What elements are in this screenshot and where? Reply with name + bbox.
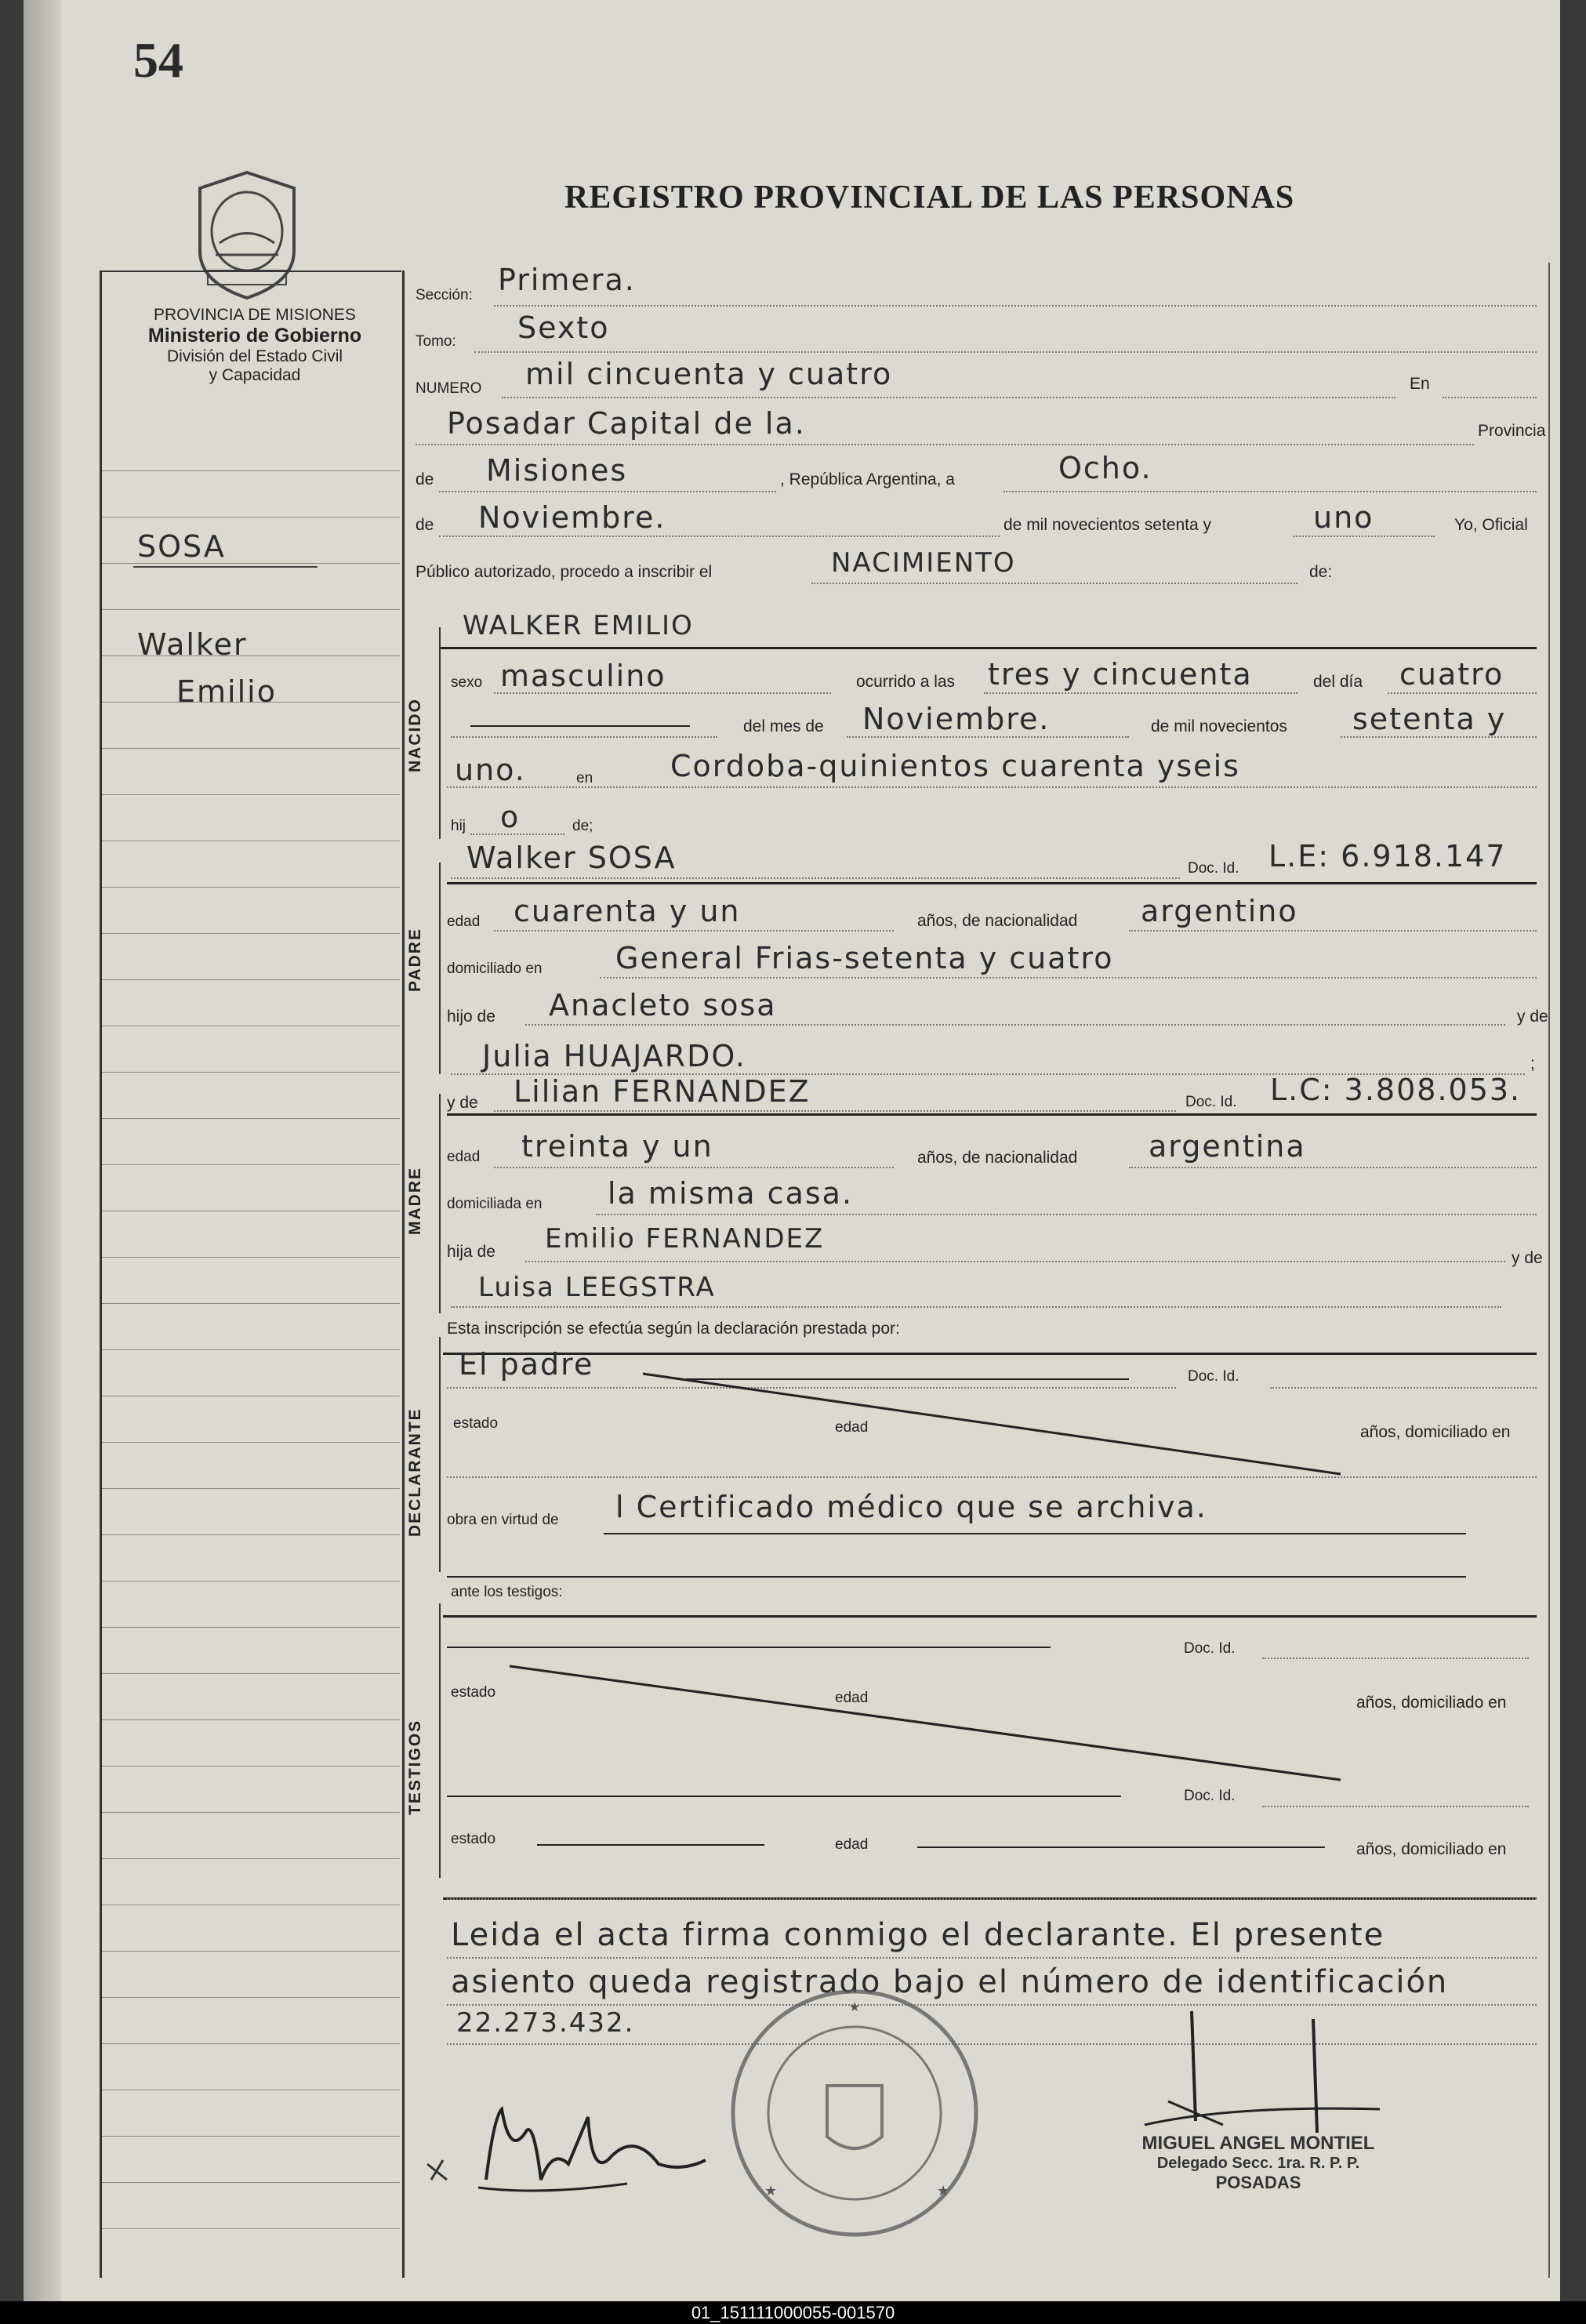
madre-edad-value: treinta y un <box>521 1129 713 1164</box>
madre-edad-label: edad <box>447 1149 481 1165</box>
declarante-section-label: DECLARANTE <box>406 1407 424 1537</box>
official-seal-stamp <box>721 1984 988 2242</box>
svg-text:★: ★ <box>848 2001 861 2014</box>
closing-line1: Leida el acta firma conmigo el declarante. El presente <box>451 1917 1385 1953</box>
signatory-role: Delegado Secc. 1ra. R. P. P. <box>1156 2155 1360 2172</box>
padre-doc-value: L.E: 6.918.147 <box>1268 839 1507 873</box>
padre-dom-label: domiciliado en <box>447 960 543 977</box>
seccion-value: Primera. <box>498 263 636 297</box>
inscripcion-label: Esta inscripción se efectúa según la declaración prestada por: <box>447 1320 900 1338</box>
padre-semicolon: ; <box>1530 1055 1535 1073</box>
publico-label: Público autorizado, procedo a inscribir el <box>416 563 713 581</box>
padre-nac-label: años, de nacionalidad <box>917 912 1078 930</box>
padre-section-label: PADRE <box>406 928 424 992</box>
testigo1-edad-label: edad <box>835 1690 869 1706</box>
nacido-section-label: NACIDO <box>406 698 424 772</box>
padre-dom-value: General Frias-setenta y cuatro <box>615 941 1114 975</box>
madre-yde2-label: y de <box>1512 1249 1543 1267</box>
declarante-estado-label: estado <box>453 1415 499 1432</box>
republica-label: , República Argentina, a <box>780 470 955 488</box>
hij-de-label: de; <box>572 818 593 834</box>
de2-label: de <box>416 516 434 534</box>
obra-value: l Certificado médico que se archiva. <box>615 1490 1207 1524</box>
hij-value: o <box>500 800 521 834</box>
testigo2-estado-label: estado <box>451 1831 496 1847</box>
svg-text:★: ★ <box>764 2183 778 2199</box>
page-number: 54 <box>133 32 183 88</box>
testigos-section-label: TESTIGOS <box>406 1719 424 1815</box>
testigo1-estado-label: estado <box>451 1684 496 1701</box>
padre-hijo-value: Anacleto sosa <box>549 988 777 1022</box>
signatory-name: MIGUEL ANGEL MONTIEL <box>1141 2133 1375 2154</box>
margin-name2: Emilio <box>176 674 277 709</box>
testigos-intro-label: ante los testigos: <box>451 1584 563 1600</box>
madre-hija-label: hija de <box>447 1243 495 1261</box>
province-value: Misiones <box>486 453 628 488</box>
signatory-block <box>1082 2133 1435 2193</box>
anio-value2: uno. <box>455 753 526 787</box>
padre-nac-value: argentino <box>1141 894 1298 928</box>
document-title: REGISTRO PROVINCIAL DE LAS PERSONAS <box>564 180 1295 216</box>
anio-label: de mil novecientos <box>1151 717 1287 735</box>
madre-dom-value: la misma casa. <box>608 1176 854 1211</box>
numero-value: mil cincuenta y cuatro <box>525 357 893 391</box>
declarante-doc-label: Doc. Id. <box>1188 1368 1239 1385</box>
year-label: de mil novecientos setenta y <box>1003 516 1211 534</box>
closing-dots1 <box>447 1956 1537 1959</box>
padre-doc-label: Doc. Id. <box>1188 860 1239 877</box>
lugar-value: Cordoba-quinientos cuarenta yseis <box>670 749 1240 783</box>
en-label: en <box>576 770 593 786</box>
seccion-label: Sección: <box>416 287 473 303</box>
sexo-value: masculino <box>500 659 666 693</box>
org-division: División del Estado Civil <box>166 347 343 365</box>
provincia-label: Provincia <box>1478 422 1546 440</box>
tomo-value: Sexto <box>517 310 610 345</box>
svg-text:★: ★ <box>937 2183 950 2199</box>
testigo1-doc-label: Doc. Id. <box>1184 1640 1236 1657</box>
anio-value: setenta y <box>1352 702 1507 736</box>
madre-section-label: MADRE <box>406 1167 424 1235</box>
padre-yde-label: y de <box>1517 1008 1548 1026</box>
dia-label: del día <box>1313 673 1363 691</box>
madre-yde-label: y de <box>447 1094 478 1112</box>
de-label: de <box>416 470 434 488</box>
madre-dom-label: domiciliada en <box>447 1196 543 1212</box>
madre-nac-value: argentina <box>1149 1129 1306 1164</box>
oficial-label: Yo, Oficial <box>1454 516 1528 534</box>
declarante-name: El padre <box>459 1347 594 1382</box>
padre-edad-value: cuarenta y un <box>514 894 741 928</box>
padre-madre-value: Julia HUAJARDO. <box>482 1039 746 1073</box>
official-signature <box>1137 2007 1395 2141</box>
madre-doc-label: Doc. Id. <box>1185 1094 1237 1110</box>
testigo2-edad-label: edad <box>835 1836 869 1853</box>
org-ministry: Ministerio de Gobierno <box>147 325 362 347</box>
closing-dots2 <box>447 2003 1537 2006</box>
de3-label: de: <box>1309 563 1333 581</box>
sexo-label: sexo <box>451 674 483 691</box>
hij-label: hij <box>451 818 466 834</box>
madre-name: Lilian FERNANDEZ <box>514 1074 811 1109</box>
year-value: uno <box>1313 500 1374 535</box>
madre-hija-value: Emilio FERNANDEZ <box>545 1223 825 1255</box>
declarante-edad-label: edad <box>835 1419 869 1436</box>
obra-label: obra en virtud de <box>447 1512 559 1528</box>
image-id-footer: 01_151111000055-001570 <box>0 2301 1586 2324</box>
madre-abuela-value: Luisa LEEGSTRA <box>478 1272 716 1303</box>
declarante-anios-label: años, domiciliado en <box>1360 1423 1511 1441</box>
padre-hijo-label: hijo de <box>447 1008 495 1026</box>
hora-value: tres y cincuenta <box>988 657 1253 692</box>
madre-nac-label: años, de nacionalidad <box>917 1149 1078 1167</box>
mes-value: Noviembre. <box>862 702 1051 736</box>
closing-line3: 22.273.432. <box>456 2007 635 2039</box>
margin-name1: Walker <box>137 627 248 662</box>
testigo2-anios-label: años, domiciliado en <box>1356 1840 1507 1858</box>
declarante-signature <box>423 2086 721 2211</box>
dia-value: cuatro <box>1399 657 1504 692</box>
act-value: NACIMIENTO <box>831 547 1016 579</box>
tomo-label: Tomo: <box>416 333 456 350</box>
testigo2-doc-label: Doc. Id. <box>1184 1788 1236 1804</box>
day-value: Ocho. <box>1058 451 1152 485</box>
nacido-name: WALKER EMILIO <box>463 610 694 641</box>
month-value: Noviembre. <box>478 500 666 535</box>
place-value: Posadar Capital de la. <box>447 406 806 441</box>
org-capacity: y Capacidad <box>209 366 301 384</box>
madre-doc-value: L.C: 3.808.053. <box>1270 1073 1522 1107</box>
closing-line2: asiento queda registrado bajo el número de identificación <box>451 1964 1449 2000</box>
numero-label: NUMERO <box>416 380 482 397</box>
mes-label: del mes de <box>743 717 824 735</box>
margin-surname: SOSA <box>137 529 226 564</box>
signatory-place: POSADAS <box>1215 2173 1301 2192</box>
padre-name: Walker SOSA <box>466 841 677 875</box>
testigo1-anios-label: años, domiciliado en <box>1356 1694 1507 1712</box>
padre-edad-label: edad <box>447 913 481 930</box>
org-province: PROVINCIA DE MISIONES <box>154 306 356 324</box>
document-page <box>24 0 1560 2301</box>
en-label: En <box>1410 375 1430 393</box>
ocurrido-label: ocurrido a las <box>856 673 956 691</box>
